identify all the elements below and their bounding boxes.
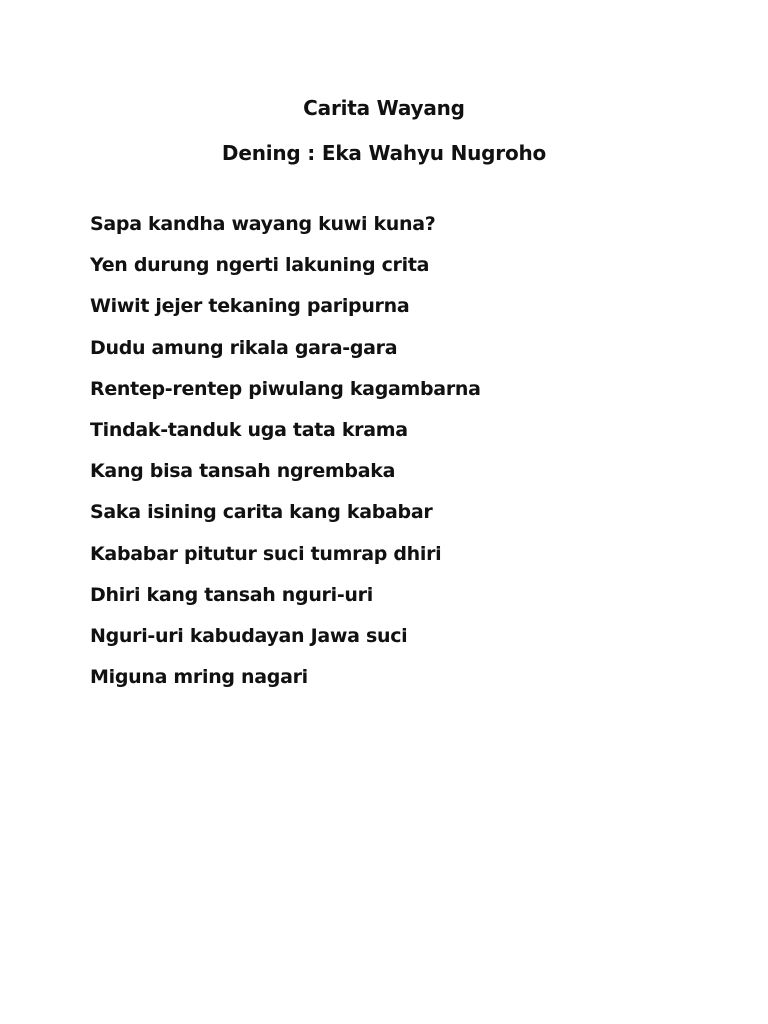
poem-line: Saka isining carita kang kababar bbox=[90, 501, 433, 524]
poem-author: Dening : Eka Wahyu Nugroho bbox=[221, 141, 547, 165]
poem-body bbox=[90, 212, 481, 706]
poem-line: Dudu amung rikala gara-gara bbox=[90, 336, 398, 359]
poem-line: Dhiri kang tansah nguri-uri bbox=[90, 583, 373, 606]
poem-title: Carita Wayang bbox=[303, 96, 465, 120]
poem-line: Wiwit jejer tekaning paripurna bbox=[90, 295, 410, 318]
poem-line: Miguna mring nagari bbox=[90, 666, 308, 689]
poem-line: Sapa kandha wayang kuwi kuna? bbox=[90, 213, 436, 235]
poem-line: Kang bisa tansah ngrembaka bbox=[90, 460, 396, 483]
poem-line: Yen durung ngerti lakuning crita bbox=[90, 254, 430, 277]
poem-line: Nguri-uri kabudayan Jawa suci bbox=[90, 624, 408, 647]
poem-line: Tindak-tanduk uga tata krama bbox=[90, 418, 408, 441]
poem-line: Rentep-rentep piwulang kagambarna bbox=[90, 377, 481, 400]
poem-line: Kababar pitutur suci tumrap dhiri bbox=[90, 542, 442, 565]
